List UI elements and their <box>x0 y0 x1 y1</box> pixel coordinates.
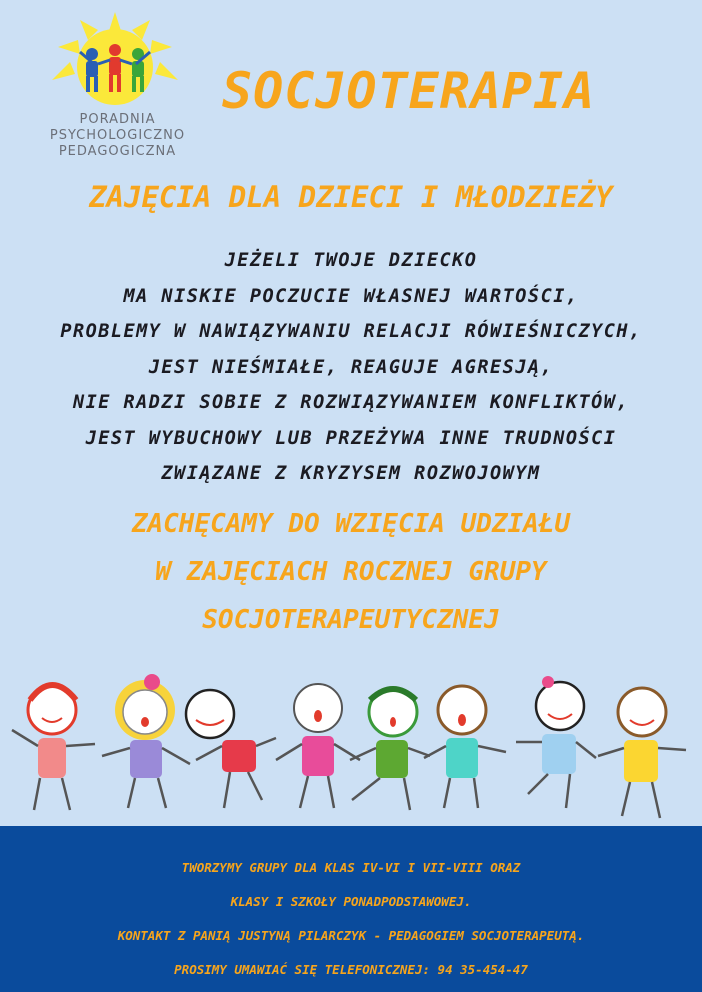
body-line: PROBLEMY W NAWIĄZYWANIU RELACJI RÓWIEŚNICZYCH, <box>60 321 642 342</box>
kid-red <box>12 685 95 810</box>
body-line: JEŻELI TWOJE DZIECKO <box>224 250 478 271</box>
kid-green <box>350 688 430 810</box>
cta-line: SOCJOTERAPEUTYCZNEJ <box>202 605 500 635</box>
footer-line: KLASY I SZKOŁY PONADPODSTAWOWEJ. <box>230 894 472 909</box>
kid-pink <box>276 684 360 808</box>
page-title: SOCJOTERAPIA <box>222 62 596 120</box>
logo-line-1: PORADNIA <box>79 112 156 127</box>
body-text <box>0 243 702 492</box>
cta-line: ZACHĘCAMY DO WZIĘCIA UDZIAŁU <box>131 509 571 539</box>
body-line: ZWIĄZANE Z KRYZYSEM ROZWOJOWYM <box>161 463 541 484</box>
sun-family-icon <box>50 12 180 112</box>
logo <box>30 12 205 167</box>
kid-teal <box>424 686 506 808</box>
subtitle: ZAJĘCIA DLA DZIECI I MŁODZIEŻY <box>89 180 613 214</box>
logo-line-3: PEDAGOGICZNA <box>58 144 177 159</box>
kid-orange <box>598 688 686 818</box>
cta-line: W ZAJĘCIACH ROCZNEJ GRUPY <box>155 557 547 587</box>
children-illustration <box>0 660 702 830</box>
body-line: NIE RADZI SOBIE Z ROZWIĄZYWANIEM KONFLIKTÓW, <box>72 392 630 413</box>
kid-yellow <box>102 674 190 808</box>
footer-text <box>0 851 702 987</box>
call-to-action <box>0 500 702 644</box>
footer-line: PROSIMY UMAWIAĆ SIĘ TELEFONICZNEJ: 94 35-454-47 <box>174 962 528 977</box>
body-line: MA NISKIE POCZUCIE WŁASNEJ WARTOŚCI, <box>123 285 579 307</box>
kid-lightblue <box>516 676 596 808</box>
footer-line: KONTAKT Z PANIĄ JUSTYNĄ PILARCZYK - PEDAGOGIEM SOCJOTERAPEUTĄ. <box>117 928 585 943</box>
footer <box>0 826 702 992</box>
body-line: JEST WYBUCHOWY LUB PRZEŻYWA INNE TRUDNOŚCI <box>85 427 617 449</box>
kid-white <box>186 690 276 808</box>
logo-line-2: PSYCHOLOGICZNO <box>49 128 186 143</box>
body-line: JEST NIEŚMIAŁE, REAGUJE AGRESJĄ, <box>148 356 554 378</box>
footer-line: TWORZYMY GRUPY DLA KLAS IV-VI I VII-VIII ORAZ <box>181 860 521 875</box>
